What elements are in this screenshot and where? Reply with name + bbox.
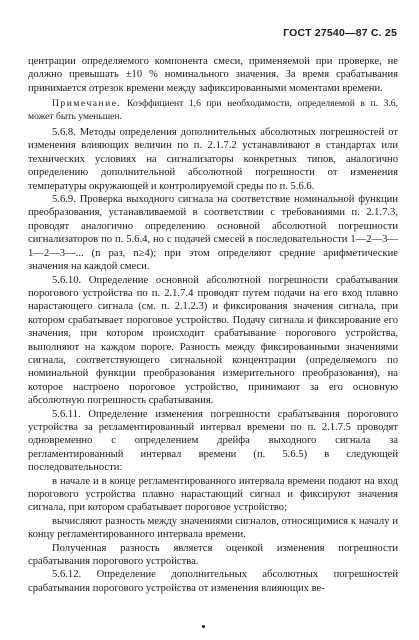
paragraph-5-6-12: 5.6.12. Определение дополнительных абсолютных погрешностей срабатывания порогового устройства от изменения влияющих ве- <box>28 569 398 594</box>
paragraph-5-6-8: 5.6.8. Методы определения дополнительных абсолютных погрешностей от изменения влияющих величин по п. 2.1.7.2 устанавливают в стандартах или технических условиях на сигнализаторы конкретных типов, аналогично определению дополнительной абсолютной погрешности от изменения температуры окружающей и контролируемой среды по п. 5.6.6. <box>28 127 398 192</box>
paragraph-5-6-10: 5.6.10. Определение основной абсолютной погрешности срабатывания порогового устройства по п. 2.1.7.4 проводят путем подачи на его вход плавно нарастающего сигнала (см. п. 2.1.2.3) и фиксирования значения сигнала, при котором срабатывает пороговое устройство. Подачу сигнала и фиксирование его значения, при котором происходит срабатывание порогового устройства, выполняют на каждом пороге. Разность между фиксированными значениями сигнала, соответствующего сигнальной концентрации (определяемого по номинальной функции преобразования измерительного преобразования), на которое настроено пороговое устройство, принимают за его основную абсолютную погрешность срабатывания. <box>28 274 398 407</box>
note-text: Коэффициент 1,6 при необходимости, определяемой в п. 3.6, может быть уменьшен. <box>28 98 399 122</box>
list-item-start-end: в начале и в конце регламентированного интервала времени подают на вход порогового устройства плавно нарастающий сигнал и фиксируют значения сигнала, при котором срабатывает пороговое устройство; <box>28 475 398 514</box>
paragraph-5-6-11: 5.6.11. Определение изменения погрешности срабатывания порогового устройства за регламентированный интервал времени по п. 2.1.7.5 проводят одновременно с определением дрейфа выходного сигнала за регламентированный интервал времени (п. 5.6.5) в следующей последовательности: <box>28 408 398 474</box>
page-header: ГОСТ 27540—87 С. 25 <box>283 27 397 39</box>
paragraph-continuation: центрации определяемого компонента смеси, применяемой при проверке, не должно превышать ±10 % номинального значения. За время срабатывания принимается отрезок времени между зафиксированными моментами времени. <box>28 56 398 94</box>
list-item-difference: вычисляют разность между значениями сигналов, относящимися к началу и концу регламентированного интервала времени. <box>28 515 398 541</box>
paragraph-result: Полученная разность является оценкой изменения погрешности срабатывания порогового устройства. <box>28 542 398 568</box>
print-speck <box>202 625 205 628</box>
note <box>28 98 398 123</box>
paragraph-5-6-9: 5.6.9. Проверка выходного сигнала на соответствие номинальной функции преобразования, устанавливаемой в соответствии с требованиями п. 2.1.7.3, проводят аналогично определению основной абсолютной погрешности сигнализаторов по п. 5.6.4, но с подачей смесей в последовательности 1—2—3—1—2—3—... (n раз, n≥4); при этом определяют средние арифметические значения на каждой смеси. <box>28 194 398 273</box>
page-body <box>28 55 398 595</box>
note-label: Примечание. <box>52 98 122 110</box>
